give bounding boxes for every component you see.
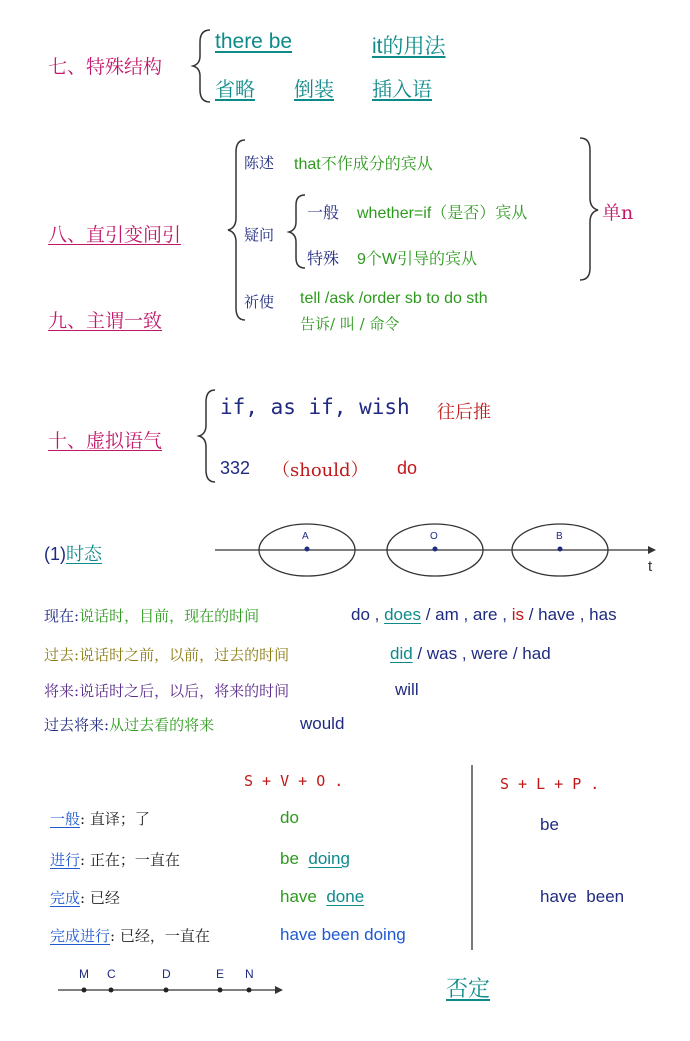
qishi-label: 祈使 [244,293,275,311]
present-row: 现在:说话时，目前，现在的时间 [44,607,260,625]
tl-c: C [107,967,116,981]
section9-title: 九、主谓一致 [48,310,163,332]
svo-val-progressive: be doing [280,849,350,868]
svo-row-perfect: 完成: 已经 [50,889,120,907]
svo-val-general: do [280,808,299,827]
present-words: do , does / am , are , is / have , has [351,605,617,624]
svo-header: S + V + O . [244,772,344,790]
future-row: 将来:说话时之后，以后，将来的时间 [44,682,290,700]
parenthesis: 插入语 [372,77,432,101]
svo-row-perfect-progressive: 完成进行: 已经，一直在 [50,927,210,945]
it-usage: it的用法 [372,35,446,58]
axis-t: t [648,558,653,575]
tl-d: D [162,967,171,981]
ellipsis: 省略 [215,77,255,101]
pastfuture-row: 过去将来:从过去看的将来 [44,716,215,734]
teshu-label: 特殊 [307,249,340,268]
point-b: B [556,531,563,542]
subjunctive-332: 332 [220,458,251,478]
tl-e: E [216,967,225,981]
tense-title: (1)时态 [44,544,102,564]
section8-title: 八、直引变间引 [48,224,182,246]
section7-title: 七、特殊结构 [48,56,163,78]
tl-n: N [245,967,254,981]
inversion: 倒装 [294,77,334,101]
subjunctive-should: （should） [272,460,369,481]
slp-have-been: have been [540,887,625,906]
pastfuture-word: would [300,714,345,733]
yiwen-label: 疑问 [244,226,275,244]
qishi-cn: 告诉/ 叫 / 命令 [300,315,400,333]
past-row: 过去:说话时之前，以前，过去的时间 [44,646,290,664]
subjunctive-line1b: 往后推 [437,402,491,423]
dan-n: 单n [602,202,634,224]
tl-m: M [79,967,89,981]
chenshu-label: 陈述 [244,154,275,172]
yiban-label: 一般 [307,203,340,222]
teshu-text: 9个W引导的宾从 [357,251,478,268]
svo-row-general: 一般: 直译；了 [50,810,150,828]
svo-row-progressive: 进行: 正在；一直在 [50,851,180,869]
negation: 否定 [446,977,491,1002]
svo-val-perfect: have done [280,887,365,906]
point-a: A [302,531,309,542]
there-be: there be [215,30,293,53]
slp-header: S + L + P . [500,775,600,793]
subjunctive-do: do [397,458,418,478]
chenshu-text: that不作成分的宾从 [294,156,433,173]
slp-be: be [540,815,559,834]
qishi-text: tell /ask /order sb to do sth [300,290,488,307]
svo-val-perfect-progressive: have been doing [280,925,406,944]
subjunctive-line1: if, as if, wish [220,395,410,419]
yiban-text: whether=if（是否）宾从 [357,205,528,222]
past-words: did / was , were / had [390,644,551,663]
point-o: O [430,531,438,542]
section10-title: 十、虚拟语气 [48,430,163,452]
future-word: will [395,680,419,699]
